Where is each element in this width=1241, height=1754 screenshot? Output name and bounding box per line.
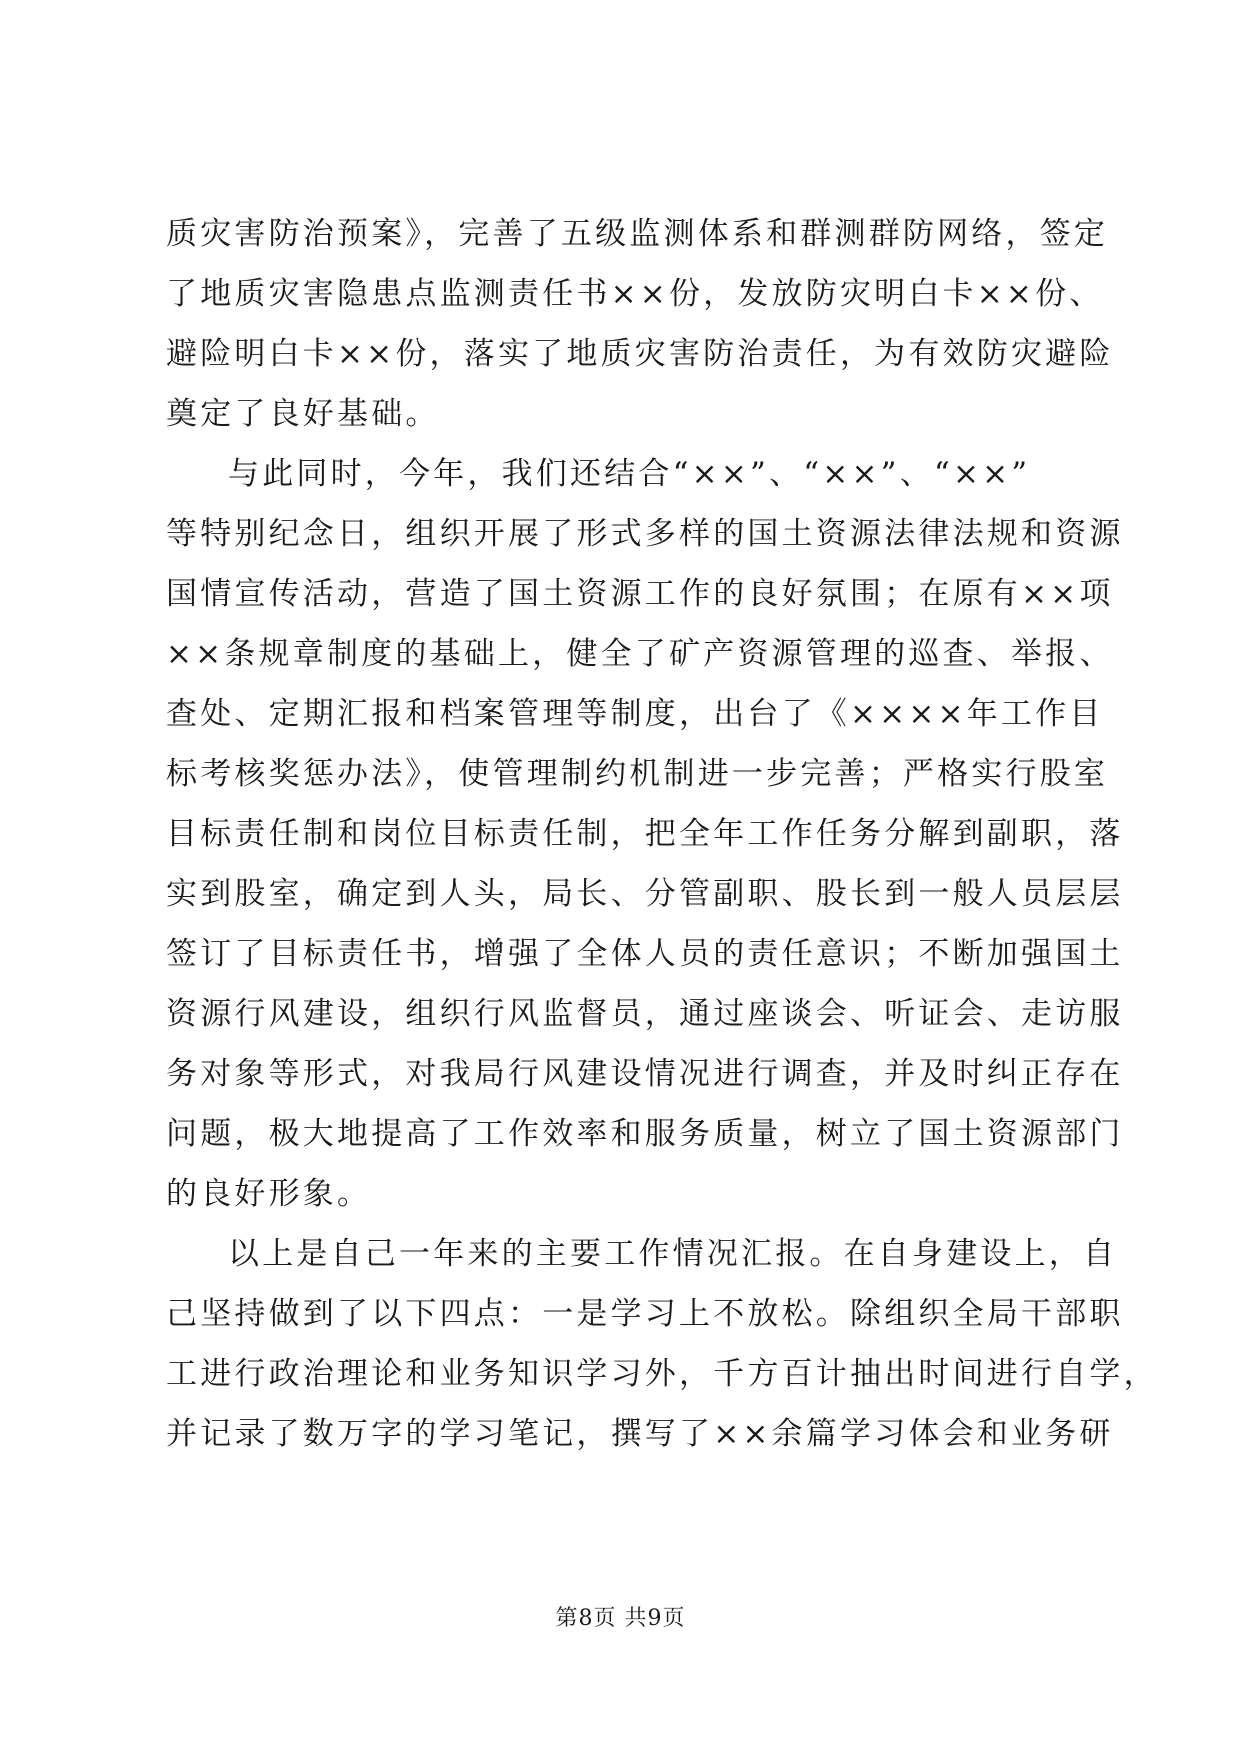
text-line: 己坚持做到了以下四点：一是学习上不放松。除组织全局干部职 (166, 1296, 1124, 1332)
text-line: 工进行政治理论和业务知识学习外，千方百计抽出时间进行自学， (166, 1356, 1158, 1392)
text-line: 等特别纪念日，组织开展了形式多样的国土资源法律法规和资源 (166, 516, 1124, 552)
text-line: 务对象等形式，对我局行风建设情况进行调查，并及时纠正存在 (166, 1056, 1124, 1092)
text-line: 国情宣传活动，营造了国土资源工作的良好氛围；在原有××项 (166, 576, 1114, 612)
text-line: 目标责任制和岗位目标责任制，把全年工作任务分解到副职，落 (166, 816, 1124, 852)
text-line: 签订了目标责任书，增强了全体人员的责任意识；不断加强国土 (166, 936, 1124, 972)
text-line: 奠定了良好基础。 (166, 396, 440, 432)
text-line: 并记录了数万字的学习笔记，撰写了××余篇学习体会和业务研 (166, 1416, 1114, 1452)
text-line: 资源行风建设，组织行风监督员，通过座谈会、听证会、走访服 (166, 996, 1124, 1032)
text-line: 避险明白卡××份，落实了地质灾害防治责任，为有效防灾避险 (166, 336, 1114, 372)
text-line: 的良好形象。 (166, 1176, 372, 1212)
text-line: 质灾害防治预案》，完善了五级监测体系和群测群防网络，签定 (166, 216, 1109, 252)
paragraph-first-line: 以上是自己一年来的主要工作情况汇报。在自身建设上，自 (228, 1236, 1118, 1272)
text-line: 问题，极大地提高了工作效率和服务质量，树立了国土资源部门 (166, 1116, 1124, 1152)
text-line: 了地质灾害隐患点监测责任书××份，发放防灾明白卡××份、 (166, 276, 1104, 312)
page-number-footer: 第8页 共9页 (555, 1606, 686, 1631)
text-line: 实到股室，确定到人头，局长、分管副职、股长到一般人员层层 (166, 876, 1124, 912)
text-line: 查处、定期汇报和档案管理等制度，出台了《××××年工作目 (166, 696, 1104, 732)
text-line: ××条规章制度的基础上，健全了矿产资源管理的巡查、举报、 (166, 636, 1114, 672)
text-line: 标考核奖惩办法》，使管理制约机制进一步完善；严格实行股室 (166, 756, 1109, 792)
paragraph-first-line: 与此同时，今年，我们还结合“××”、“××”、“××” (228, 456, 1031, 492)
